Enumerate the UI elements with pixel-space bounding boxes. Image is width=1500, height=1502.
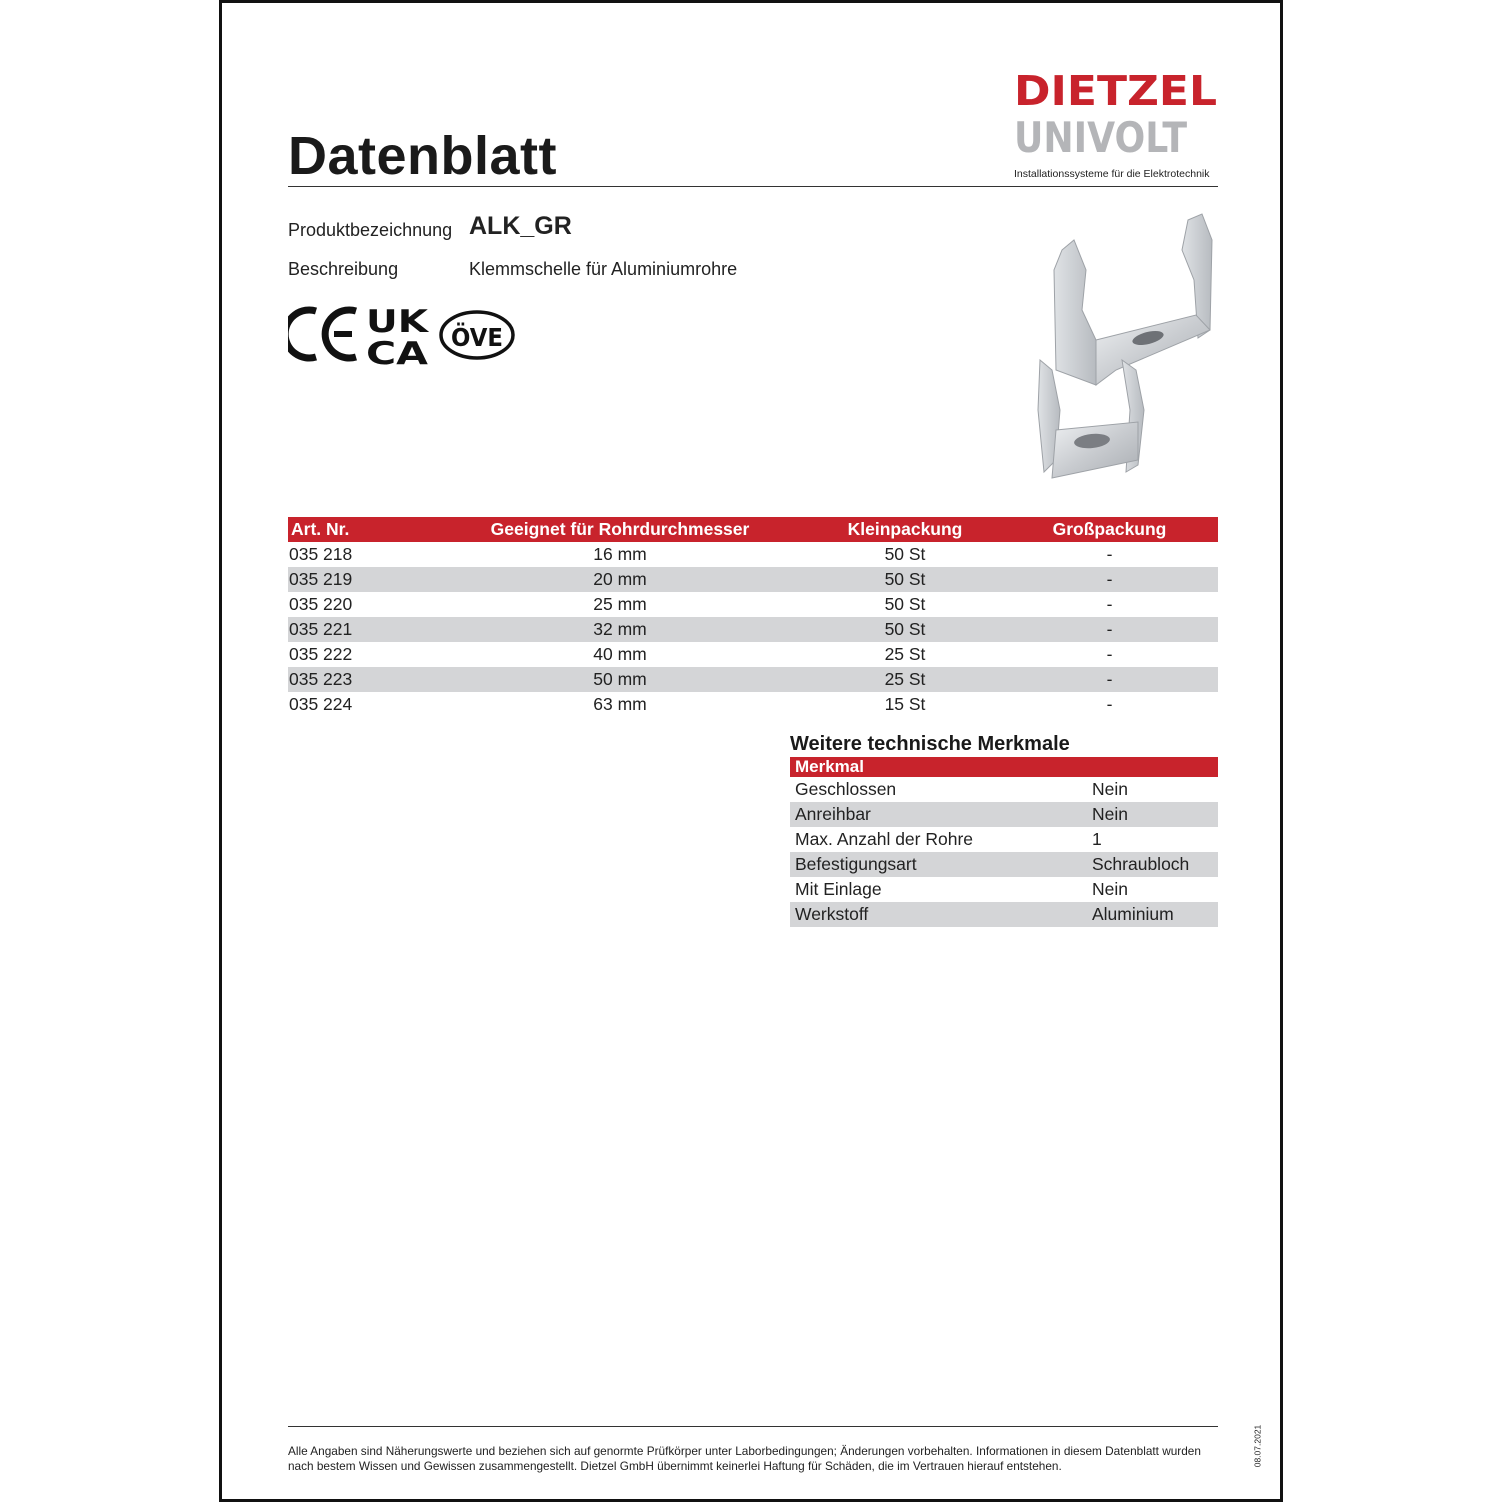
feature-value: Nein: [1092, 779, 1128, 799]
large-pack: -: [1106, 644, 1113, 664]
table-row: [288, 667, 1218, 692]
brand-line1: DIETZEL: [1014, 67, 1217, 115]
feature-key: Mit Einlage: [795, 879, 882, 899]
feature-value: 1: [1092, 829, 1102, 849]
art-nr: 035 218: [289, 544, 353, 564]
feature-key: Anreihbar: [790, 802, 1087, 827]
brand-logo: [1014, 65, 1219, 183]
feature-value: Aluminium: [1087, 902, 1218, 927]
table-row: [288, 692, 1218, 717]
diameter: 20 mm: [431, 567, 809, 592]
brand-tagline: Installationssysteme für die Elektrotechnik: [1014, 168, 1210, 180]
document-date: 08.07.2021: [1252, 1424, 1263, 1468]
article-table-header: [288, 517, 1218, 542]
diameter: 16 mm: [593, 544, 647, 564]
diameter: 32 mm: [431, 617, 809, 642]
large-pack: -: [1106, 594, 1113, 614]
brand-line2: UNIVOLT: [1014, 113, 1188, 160]
col-diameter: Geeignet für Rohrdurchmesser: [431, 517, 809, 542]
feature-value: Schraubloch: [1087, 852, 1218, 877]
small-pack: 25 St: [884, 644, 926, 664]
footer-disclaimer: Alle Angaben sind Näherungswerte und beziehen sich auf genormte Prüfkörper unter Laborbedingungen; Änderungen vorbehalten. Informationen in diesem Datenblatt wurden nach bestem Wissen und Gewissen zusammengestellt. Dietzel GmbH übernimmt keinerlei Haftung für Schäden, die im Vertrauen hierauf entstehen.: [288, 1444, 1201, 1473]
large-pack: -: [1106, 694, 1113, 714]
table-row: [790, 827, 1218, 852]
art-nr: 035 223: [288, 667, 431, 692]
col-small-pack: Kleinpackung: [809, 517, 1001, 542]
table-row: [288, 617, 1218, 642]
large-pack: -: [1106, 544, 1113, 564]
clamp-photo-icon: [1026, 210, 1226, 490]
art-nr: 035 222: [289, 644, 353, 664]
product-name-label: Produktbezeichnung: [288, 220, 453, 240]
description-value: Klemmschelle für Aluminiumrohre: [469, 259, 738, 279]
art-nr: 035 224: [289, 694, 353, 714]
table-row: [288, 567, 1218, 592]
diameter: 50 mm: [431, 667, 809, 692]
small-pack: 50 St: [884, 544, 926, 564]
feature-value: Nein: [1092, 879, 1128, 899]
small-pack: 50 St: [809, 567, 1001, 592]
diameter: 63 mm: [593, 694, 647, 714]
svg-text:UK: UK: [366, 304, 430, 340]
product-image: [1026, 210, 1226, 490]
col-merkmal: Merkmal: [790, 757, 1218, 777]
table-row: [790, 902, 1218, 927]
svg-text:CA: CA: [366, 336, 429, 369]
features-table: [790, 757, 1218, 927]
diameter: 25 mm: [593, 594, 647, 614]
ce-mark-icon: [288, 310, 356, 358]
feature-key: Befestigungsart: [790, 852, 1087, 877]
ukca-mark-icon: [366, 304, 429, 369]
dietzel-univolt-logo: [1014, 65, 1219, 160]
small-pack: 25 St: [809, 667, 1001, 692]
description-label: Beschreibung: [288, 259, 399, 279]
table-row: [288, 642, 1218, 667]
svg-text:ÖVE: ÖVE: [451, 323, 509, 352]
table-row: [790, 802, 1218, 827]
header-divider: [288, 186, 1218, 187]
table-row: [288, 542, 1218, 567]
table-row: [288, 592, 1218, 617]
col-art-nr: Art. Nr.: [288, 517, 431, 542]
datasheet-page: [219, 0, 1283, 1502]
ove-mark-icon: [441, 312, 513, 358]
small-pack: 15 St: [884, 694, 926, 714]
art-nr: 035 219: [288, 567, 431, 592]
certification-marks: [288, 299, 520, 369]
features-title: Weitere technische Merkmale: [790, 733, 1070, 755]
art-nr: 035 220: [289, 594, 353, 614]
table-row: [790, 852, 1218, 877]
features-table-header: [790, 757, 1218, 777]
footer-date-container: [1236, 1423, 1282, 1469]
feature-key: Werkstoff: [790, 902, 1087, 927]
diameter: 40 mm: [593, 644, 647, 664]
page-title: Datenblatt: [288, 126, 558, 186]
large-pack: -: [1001, 617, 1218, 642]
product-name: ALK_GR: [469, 212, 572, 240]
small-pack: 50 St: [809, 617, 1001, 642]
feature-key: Geschlossen: [795, 779, 897, 799]
article-table: [288, 517, 1218, 717]
feature-key: Max. Anzahl der Rohre: [795, 829, 974, 849]
large-pack: -: [1001, 567, 1218, 592]
large-pack: -: [1001, 667, 1218, 692]
art-nr: 035 221: [288, 617, 431, 642]
footer-divider: [288, 1426, 1218, 1427]
feature-value: Nein: [1087, 802, 1218, 827]
small-pack: 50 St: [884, 594, 926, 614]
table-row: [790, 777, 1218, 802]
col-large-pack: Großpackung: [1001, 517, 1218, 542]
table-row: [790, 877, 1218, 902]
